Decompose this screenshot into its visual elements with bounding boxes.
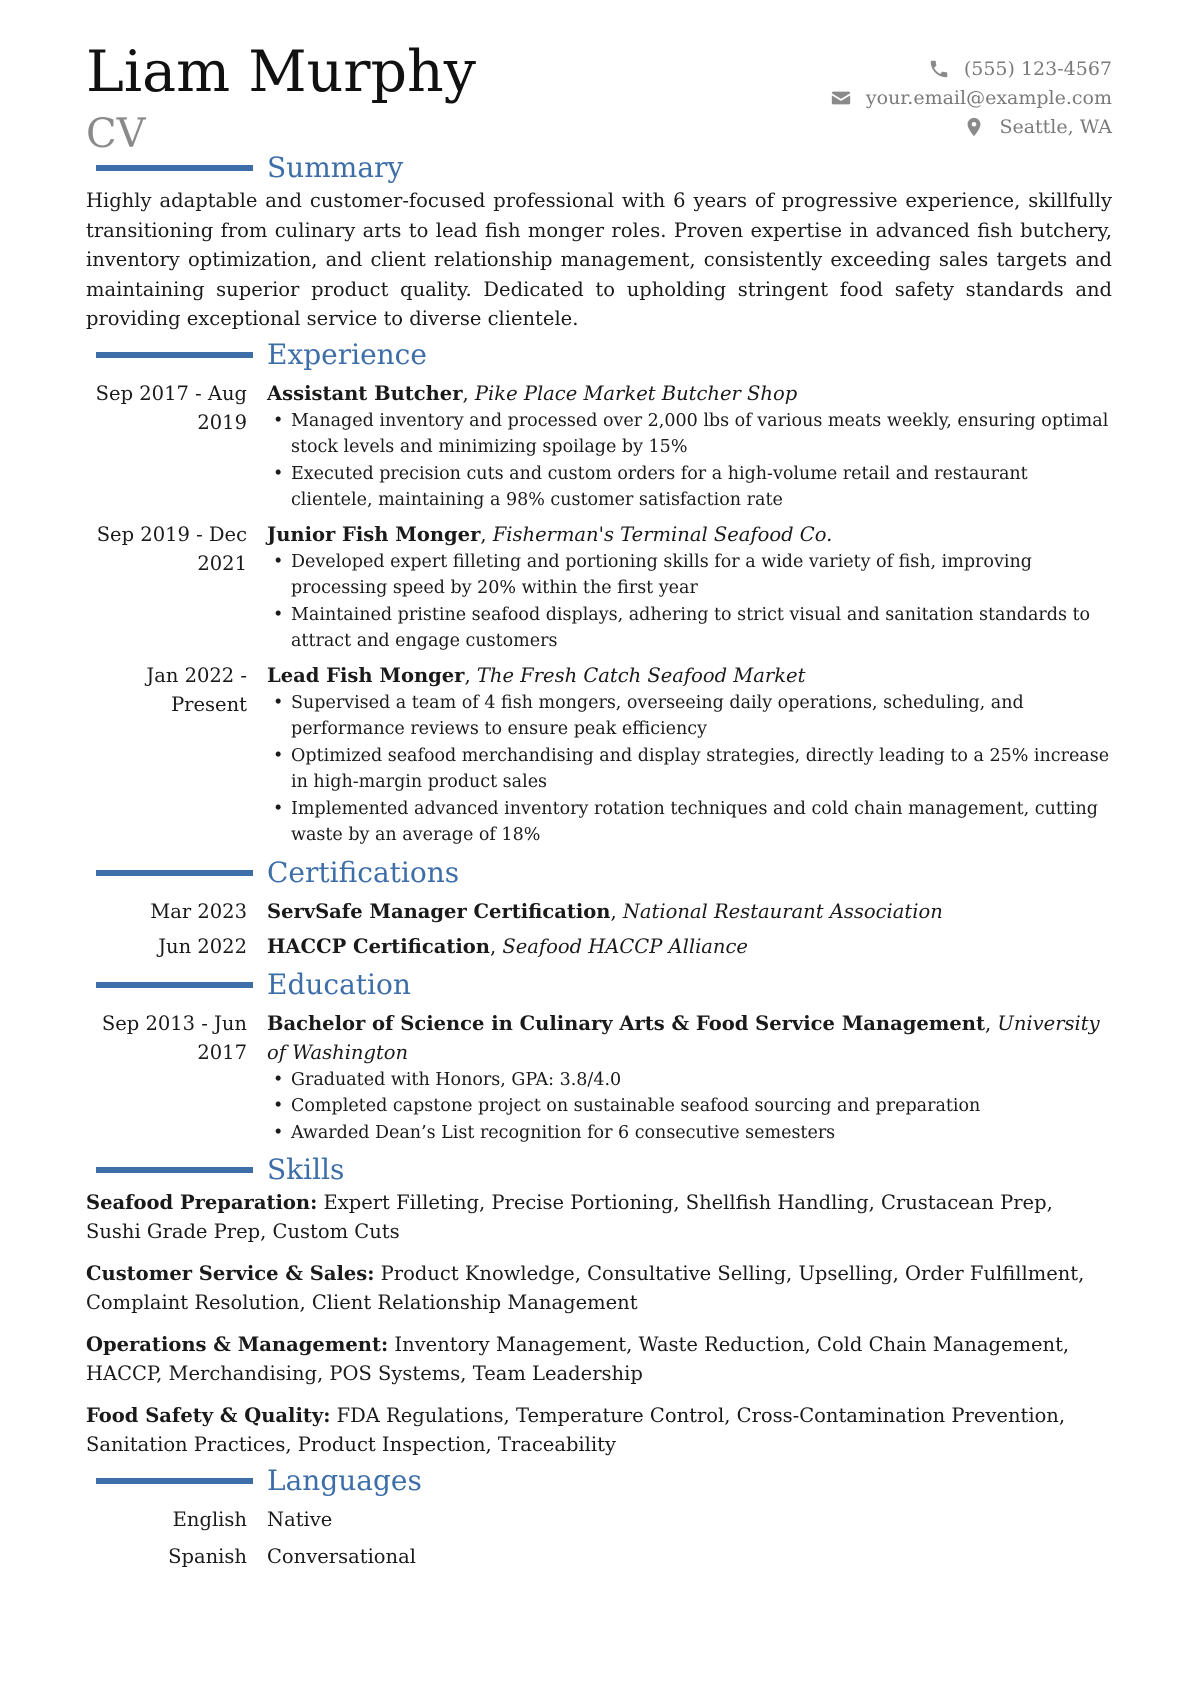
summary-text: Highly adaptable and customer-focused professional with 6 years of progressive experience, skillfully transitioning from culinary arts to lead fish monger roles. Proven expertise in advanced fish butchery, inventory optimization, and client relationship management, consistently exceeding sales targets and maintaining superior product quality. Dedicated to upholding stringent food safety standards and providing exceptional service to diverse clientele. xyxy=(86,189,1112,330)
summary-section xyxy=(86,150,1112,334)
contact-phone xyxy=(830,54,1112,83)
section-header xyxy=(86,150,1112,186)
skills-section xyxy=(86,1152,1112,1459)
education-entry: Sep 2013 - Jun 2017 Bachelor of Science in Culinary Arts & Food Service Management, University of Washington • Graduated with Honors, GPA: 3.8/4.0 • Completed capstone project on sustainable seafood sourcing and preparation • Awarded Dean’s List recognition for 6 consecutive semesters xyxy=(86,1009,1112,1147)
certification-name: ServSafe Manager Certification xyxy=(267,899,611,923)
bullet-item: • Executed precision cuts and custom orders for a high-volume retail and restaurant clientele, maintaining a 98% customer satisfaction rate xyxy=(267,461,1112,514)
entry-date: Jun 2022 xyxy=(158,934,247,958)
languages-section xyxy=(86,1463,1112,1571)
experience-entry: Sep 2017 - Aug 2019 Assistant Butcher, Pike Place Market Butcher Shop • Managed inventory and processed over 2,000 lbs of various meats weekly, ensuring optimal stock levels and minimizing spoilage by 15% • Executed precision cuts and custom orders for a high-volume retail and restaurant clientele, maintaining a 98% customer satisfaction rate xyxy=(86,379,1112,514)
skill-label: Seafood Preparation: xyxy=(86,1191,318,1214)
section-title: Languages xyxy=(267,1464,422,1497)
bullet-item: • Graduated with Honors, GPA: 3.8/4.0 xyxy=(267,1067,1112,1094)
entry-org: Pike Place Market Butcher Shop xyxy=(474,381,798,405)
bullet-item: • Supervised a team of 4 fish mongers, overseeing daily operations, scheduling, and performance reviews to ensure peak efficiency xyxy=(267,690,1112,743)
entry-role: Junior Fish Monger xyxy=(267,522,481,546)
phone-icon xyxy=(928,58,950,80)
contact-info xyxy=(830,54,1112,141)
person-name: Liam Murphy xyxy=(86,39,476,105)
skill-group xyxy=(86,1188,1112,1246)
envelope-icon xyxy=(830,87,852,109)
section-header xyxy=(86,1152,1112,1188)
skill-items: Expert Filleting, Precise Portioning, Shellfish Handling, Crustacean Prep, Sushi Grade Prep, Custom Cuts xyxy=(86,1191,1053,1243)
section-accent-bar xyxy=(96,352,253,358)
section-accent-bar xyxy=(96,982,253,988)
phone-text: (555) 123-4567 xyxy=(963,57,1112,80)
map-pin-icon xyxy=(963,116,985,138)
section-accent-bar xyxy=(96,870,253,876)
language-entry xyxy=(86,1505,1112,1534)
entry-org: The Fresh Catch Seafood Market xyxy=(476,663,806,687)
entry-org: Fisherman's Terminal Seafood Co. xyxy=(492,522,833,546)
section-header xyxy=(86,855,1112,891)
section-accent-bar xyxy=(96,1478,253,1484)
language-entry xyxy=(86,1542,1112,1571)
certification-entry: Mar 2023 ServSafe Manager Certification, National Restaurant Association xyxy=(86,897,1112,926)
experience-section xyxy=(86,337,1112,849)
section-title: Skills xyxy=(267,1153,345,1186)
entry-date: Sep 2013 - Jun 2017 xyxy=(101,1011,247,1064)
language-level: Native xyxy=(267,1508,333,1531)
skill-label: Operations & Management: xyxy=(86,1333,389,1356)
section-header xyxy=(86,967,1112,1003)
section-title: Certifications xyxy=(267,855,460,889)
bullet-item: • Optimized seafood merchandising and display strategies, directly leading to a 25% increase in high-margin product sales xyxy=(267,743,1112,796)
section-title: Education xyxy=(267,967,411,1001)
entry-role: Lead Fish Monger xyxy=(267,663,465,687)
language-name: English xyxy=(172,1508,247,1531)
bullet-item: • Implemented advanced inventory rotation techniques and cold chain management, cutting waste by an average of 18% xyxy=(267,796,1112,849)
entry-role: Assistant Butcher xyxy=(267,381,463,405)
entry-date: Sep 2017 - Aug 2019 xyxy=(95,381,247,434)
bullet-item: • Completed capstone project on sustainable seafood sourcing and preparation xyxy=(267,1093,1112,1120)
section-accent-bar xyxy=(96,1167,253,1173)
section-header xyxy=(86,1463,1112,1499)
cv-page xyxy=(86,0,1112,1579)
bullet-item: • Maintained pristine seafood displays, adhering to strict visual and sanitation standards to attract and engage customers xyxy=(267,602,1112,655)
skill-items: FDA Regulations, Temperature Control, Cross-Contamination Prevention, Sanitation Practices, Product Inspection, Traceability xyxy=(86,1404,1066,1456)
entry-date: Mar 2023 xyxy=(150,899,247,923)
certification-org: Seafood HACCP Alliance xyxy=(502,934,748,958)
skill-group xyxy=(86,1330,1112,1388)
experience-entry: Sep 2019 - Dec 2021 Junior Fish Monger, Fisherman's Terminal Seafood Co. • Developed expert filleting and portioning skills for a wide variety of fish, improving processing speed by 20% within the first year • Maintained pristine seafood displays, adhering to strict visual and sanitation standards to attract and engage customers xyxy=(86,520,1112,655)
skill-label: Food Safety & Quality: xyxy=(86,1404,331,1427)
certifications-section xyxy=(86,855,1112,961)
email-link[interactable]: your.email@example.com xyxy=(865,86,1112,109)
contact-location xyxy=(830,112,1112,141)
entry-date: Jan 2022 - Present xyxy=(146,663,247,716)
bullet-item: • Managed inventory and processed over 2,000 lbs of various meats weekly, ensuring optimal stock levels and minimizing spoilage by 15% xyxy=(267,408,1112,461)
language-name: Spanish xyxy=(168,1545,247,1568)
certification-org: National Restaurant Association xyxy=(622,899,943,923)
degree-name: Bachelor of Science in Culinary Arts & Food Service Management xyxy=(267,1011,985,1035)
bullet-item: • Developed expert filleting and portioning skills for a wide variety of fish, improving processing speed by 20% within the first year xyxy=(267,549,1112,602)
certification-name: HACCP Certification xyxy=(267,934,490,958)
contact-email[interactable] xyxy=(830,83,1112,112)
experience-entry: Jan 2022 - Present Lead Fish Monger, The Fresh Catch Seafood Market • Supervised a team of 4 fish mongers, overseeing daily operations, scheduling, and performance reviews to ensure peak efficiency • Optimized seafood merchandising and display strategies, directly leading to a 25% increase in high-margin product sales • Implemented advanced inventory rotation techniques and cold chain management, cutting waste by an average of 18% xyxy=(86,661,1112,849)
skill-group xyxy=(86,1401,1112,1459)
education-section xyxy=(86,967,1112,1147)
section-header xyxy=(86,337,1112,373)
location-text: Seattle, WA xyxy=(999,115,1112,138)
skill-items: Inventory Management, Waste Reduction, Cold Chain Management, HACCP, Merchandising, POS Systems, Team Leadership xyxy=(86,1333,1070,1385)
document-type: CV xyxy=(86,111,146,157)
skill-label: Customer Service & Sales: xyxy=(86,1262,375,1285)
bullet-item: • Awarded Dean’s List recognition for 6 consecutive semesters xyxy=(267,1120,1112,1147)
certification-entry: Jun 2022 HACCP Certification, Seafood HACCP Alliance xyxy=(86,932,1112,961)
school-name: University of Washington xyxy=(267,1011,1100,1064)
header xyxy=(86,0,1112,157)
skill-group xyxy=(86,1259,1112,1317)
entry-date: Sep 2019 - Dec 2021 xyxy=(96,522,247,575)
language-level: Conversational xyxy=(267,1545,416,1568)
skill-items: Product Knowledge, Consultative Selling, Upselling, Order Fulfillment, Complaint Resolution, Client Relationship Management xyxy=(86,1262,1085,1314)
section-title: Summary xyxy=(267,151,404,184)
section-title: Experience xyxy=(267,337,427,371)
section-accent-bar xyxy=(96,165,253,171)
